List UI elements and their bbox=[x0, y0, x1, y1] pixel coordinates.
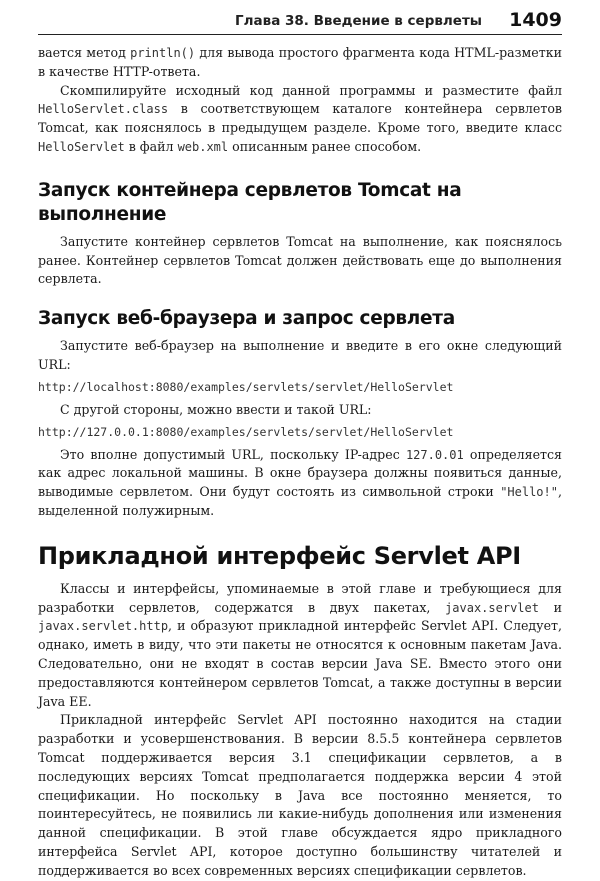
paragraph-alt-url: С другой стороны, можно ввести и такой URL: bbox=[60, 401, 372, 417]
code-helloservlet-class: HelloServlet.class bbox=[38, 102, 169, 117]
url-localhost: http://localhost:8080/examples/servlets/servlet/HelloServlet bbox=[38, 379, 454, 394]
paragraph-api-packages: Классы и интерфейсы, упоминаемые в этой главе и требующиеся для разработки сервлетов, содержатся в двух пакетах, javax.servlet и javax.servlet.http, и образуют прикладной интерфейс Servlet API. Следует, однако, иметь в виду, что эти пакеты не относятся к основным пакетам Java. Следовательно, они не входят в состав версии Java SE. Вместо этого они предоставляются контейнером сервлетов Tomcat, а также доступны в версии Java EE. bbox=[38, 580, 562, 709]
paragraph-start-tomcat: Запустите контейнер сервлетов Tomcat на выполнение, как пояснялось ранее. Контейнер сервлетов Tomcat должен действовать еще до выполнения сервлета. bbox=[38, 233, 562, 287]
code-web-xml: web.xml bbox=[177, 139, 229, 154]
code-ip-address: 127.0.01 bbox=[405, 447, 464, 462]
chapter-title: Глава 38. Введение в сервлеты bbox=[235, 13, 482, 29]
page-number: 1409 bbox=[509, 9, 562, 31]
paragraph-println: вается метод println() для вывода простого фрагмента кода HTML-разметки в качестве HTTP-ответа. bbox=[38, 45, 562, 79]
heading-start-browser: Запуск веб-браузера и запрос сервлета bbox=[38, 308, 455, 330]
heading-servlet-api: Прикладной интерфейс Servlet API bbox=[38, 541, 521, 570]
heading-start-tomcat: Запуск контейнера сервлетов Tomcat на выполнение bbox=[38, 179, 462, 225]
paragraph-enter-url: Запустите веб-браузер на выполнение и введите в его окне следующий URL: bbox=[38, 338, 562, 372]
paragraph-compile: Скомпилируйте исходный код данной программы и разместите файл HelloServlet.class в соответствующем каталоге контейнера сервлетов Tomcat, как пояснялось в предыдущем разделе. Кроме того, введите класс HelloServlet в файл web.xml описанным ранее способом. bbox=[38, 82, 562, 154]
code-println: println() bbox=[130, 46, 196, 60]
running-header bbox=[38, 9, 562, 35]
code-hello-string: "Hello!" bbox=[500, 485, 558, 500]
page-body bbox=[38, 44, 562, 881]
url-loopback: http://127.0.0.1:8080/examples/servlets/servlet/HelloServlet bbox=[38, 424, 454, 439]
code-helloservlet: HelloServlet bbox=[38, 139, 125, 154]
paragraph-valid-url: Это вполне допустимый URL, поскольку IP-адрес 127.0.01 определяется как адрес локальной машины. В окне браузера должны появиться данные, выводимые сервлетом. Они будут состоять из символьной строки "Hello!", выделенной полужирным. bbox=[38, 446, 562, 518]
code-javax-servlet-http: javax.servlet.http bbox=[38, 619, 169, 634]
paragraph-api-evolution: Прикладной интерфейс Servlet API постоянно находится на стадии разработки и усовершенствования. В версии 8.5.5 контейнера сервлетов Tomcat поддерживается версия 3.1 спецификации сервлетов, а в последующих версиях Tomcat предполагается поддержка версии 4 этой спецификации. Но поскольку в Java все постоянно меняется, то поинтересуйтесь, не появились ли какие-нибудь дополнения или изменения данной спецификации. В этой главе обсуждается ядро прикладного интерфейса Servlet API, которое доступно большинству читателей и поддерживается во всех современных версиях спецификации сервлетов. bbox=[38, 712, 562, 878]
code-javax-servlet: javax.servlet bbox=[445, 600, 539, 615]
